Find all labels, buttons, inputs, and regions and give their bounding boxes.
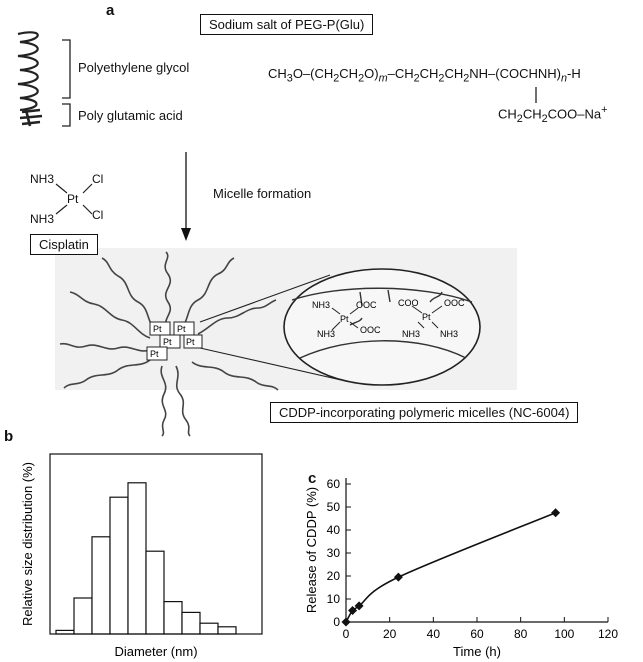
polymer-title-box: Sodium salt of PEG-P(Glu) <box>200 14 373 35</box>
core-pt-5: Pt <box>150 349 159 359</box>
y-tick-label: 50 <box>326 500 340 514</box>
side-chain-formula: $CH_2CH_2COO-Na^+$ <box>498 104 608 125</box>
data-point <box>394 573 403 582</box>
cisplatin-pt: Pt <box>67 192 79 206</box>
peg-bracket <box>62 40 70 126</box>
x-tick-label: 100 <box>554 627 575 641</box>
y-tick-label: 0 <box>333 615 340 629</box>
cisplatin-nh3-bottom: NH3 <box>30 212 55 226</box>
y-tick-label: 20 <box>326 569 340 583</box>
size-bar <box>218 627 236 634</box>
chart-b-xlabel: Diameter (nm) <box>114 644 198 659</box>
chart-c-ylabel: Release of CDDP (%) <box>304 486 319 614</box>
size-bar <box>200 623 218 634</box>
x-tick-label: 80 <box>513 627 528 641</box>
micelle-label-box: CDDP-incorporating polymeric micelles (NC-6004) <box>270 402 578 423</box>
data-point <box>342 618 351 627</box>
inset-coo: COO <box>398 298 419 308</box>
cisplatin-label-box: Cisplatin <box>30 234 98 255</box>
chemical-formula: $CH_3O-(CH_2CH_2O)_m-CH_2CH_2CH_2NH-(COCHNH)_n-H$ <box>268 66 581 85</box>
cisplatin-cl-bottom: Cl <box>92 208 104 222</box>
panel-a-letter: a <box>106 2 115 19</box>
peg-label: Polyethylene glycol <box>78 60 190 75</box>
inset-nh3-bl: NH3 <box>317 329 336 339</box>
inset-nh3-br: NH3 <box>440 329 459 339</box>
y-tick-label: 10 <box>326 592 340 606</box>
inset-ooc-tl: OOC <box>356 300 377 310</box>
x-tick-label: 40 <box>426 627 441 641</box>
size-bar <box>164 602 182 634</box>
panel-c-letter: c <box>308 470 317 487</box>
inset-pt-left: Pt <box>340 314 349 324</box>
panel-b-letter: b <box>4 428 14 445</box>
x-tick-label: 20 <box>382 627 397 641</box>
core-pt-1: Pt <box>153 324 162 334</box>
size-bar <box>128 483 146 634</box>
micelle-formation-label: Micelle formation <box>213 186 312 201</box>
cisplatin-nh3-top: NH3 <box>30 172 55 186</box>
x-tick-label: 60 <box>470 627 484 641</box>
size-bar <box>110 497 128 634</box>
release-curve <box>346 513 556 622</box>
inset-nh3-bm: NH3 <box>402 329 421 339</box>
y-tick-label: 60 <box>326 477 340 491</box>
inset-ellipse <box>284 269 480 385</box>
chart-b-ylabel: Relative size distribution (%) <box>20 461 35 627</box>
size-bar <box>146 551 164 634</box>
size-bar <box>92 537 110 634</box>
x-tick-label: 0 <box>342 627 350 641</box>
micelle-formation-arrow <box>181 152 191 241</box>
core-pt-4: Pt <box>186 337 195 347</box>
inset-ooc-r: OOC <box>444 298 465 308</box>
y-tick-label: 30 <box>326 546 340 560</box>
polymer-squiggle-icon <box>18 32 42 126</box>
core-pt-2: Pt <box>177 324 186 334</box>
size-distribution-chart <box>0 440 290 662</box>
cisplatin-cl-top: Cl <box>92 172 104 186</box>
data-point <box>551 508 560 517</box>
x-tick-label: 120 <box>597 627 619 641</box>
pglu-label: Poly glutamic acid <box>78 108 183 123</box>
inset-pt-right: Pt <box>422 312 431 322</box>
inset-ooc-bl: OOC <box>360 325 381 335</box>
size-bar <box>182 612 200 634</box>
chart-c-xlabel: Time (h) <box>453 644 501 659</box>
y-tick-label: 40 <box>326 523 340 537</box>
release-chart <box>300 468 640 662</box>
size-bar <box>74 598 92 634</box>
core-pt-3: Pt <box>163 337 172 347</box>
inset-nh3-tl: NH3 <box>312 300 331 310</box>
